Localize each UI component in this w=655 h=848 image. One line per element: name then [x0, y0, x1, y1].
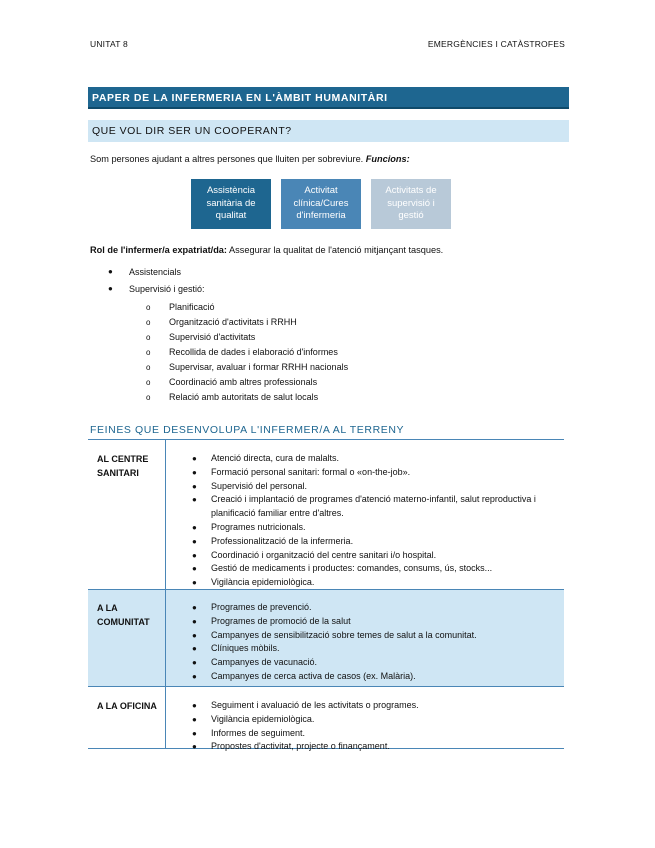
- table-list-item: [192, 466, 562, 480]
- bullet-icon: ●: [192, 630, 197, 640]
- list-item: [108, 267, 205, 284]
- sublist-item: [146, 302, 348, 317]
- sublist-item: [146, 332, 348, 347]
- table-row-centre-sanitari: [88, 440, 564, 590]
- item-text: Vigilància epidemiològica.: [211, 713, 315, 724]
- item-text: Clíniques mòbils.: [211, 643, 280, 654]
- item-text: Formació personal sanitari: formal o «on-the-job».: [211, 466, 411, 477]
- circle-bullet-icon: o: [146, 303, 151, 312]
- column-divider: [165, 440, 166, 589]
- item-text: Supervisió del personal.: [211, 480, 308, 491]
- bullet-icon: ●: [192, 481, 197, 491]
- sublist-item: [146, 377, 348, 392]
- intro-text: Som persones ajudant a altres persones que lluiten per sobreviure.: [90, 154, 366, 164]
- item-text: Professionalització de la infermeria.: [211, 535, 354, 546]
- header-unit: UNITAT 8: [90, 39, 128, 49]
- sublist-item: [146, 362, 348, 377]
- item-text: Propostes d'activitat, projecte o finançament.: [211, 741, 390, 752]
- sublist-item-text: Supervisió d'activitats: [169, 332, 256, 342]
- table-list-item: [192, 615, 562, 629]
- item-text: Creació i implantació de programes d'atenció materno-infantil, salut reproductiva i planificació familiar entre d'altres.: [211, 494, 536, 519]
- bullet-icon: ●: [192, 644, 197, 654]
- table-list-item: [192, 562, 562, 576]
- sublist-item: [146, 317, 348, 332]
- table-row-oficina: [88, 687, 564, 752]
- item-text: Campanyes de vacunació.: [211, 657, 318, 668]
- table-list-item: [192, 452, 562, 466]
- function-box-activitat-clinica: Activitat clínica/Cures d'infermeria: [281, 179, 361, 229]
- subsection-title: QUE VOL DIR SER UN COOPERANT?: [92, 125, 292, 137]
- rol-paragraph: [90, 245, 443, 255]
- table-list-item: [192, 629, 562, 643]
- table-list-item: [192, 699, 562, 713]
- bullet-icon: ●: [192, 603, 197, 612]
- circle-bullet-icon: o: [146, 318, 151, 327]
- row-category: A LA OFICINA: [97, 701, 157, 711]
- circle-bullet-icon: o: [146, 363, 151, 372]
- circle-bullet-icon: o: [146, 378, 151, 387]
- table-list-item: [192, 642, 562, 656]
- section-title: PAPER DE LA INFERMERIA EN L'ÀMBIT HUMANITÀRI: [92, 92, 388, 104]
- column-divider: [165, 590, 166, 686]
- bullet-icon: ●: [108, 267, 113, 276]
- row-items: [192, 601, 562, 684]
- table-list-item: [192, 601, 562, 615]
- table-list-item: [192, 480, 562, 494]
- sublist-item-text: Coordinació amb altres professionals: [169, 377, 318, 387]
- item-text: Coordinació i organització del centre sanitari i/o hospital.: [211, 549, 437, 560]
- item-text: Programes de prevenció.: [211, 602, 312, 612]
- row-items: [192, 452, 562, 590]
- sublist-item-text: Organització d'activitats i RRHH: [169, 317, 297, 327]
- table-list-item: [192, 493, 562, 521]
- bullet-icon: ●: [192, 671, 197, 681]
- sublist-item-text: Recollida de dades i elaboració d'informes: [169, 347, 338, 357]
- item-text: Gestió de medicaments i productes: comandes, consums, ús, stocks...: [211, 563, 493, 574]
- sublist-item-text: Planificació: [169, 302, 215, 312]
- table-list-item: [192, 521, 562, 535]
- sublist-item-text: Supervisar, avaluar i formar RRHH nacionals: [169, 362, 349, 372]
- item-text: Vigilància epidemiològica.: [211, 577, 315, 588]
- bullet-icon: ●: [108, 284, 113, 293]
- table-list-item: [192, 713, 562, 727]
- bullet-icon: ●: [192, 550, 197, 560]
- list-item: [108, 284, 205, 301]
- bullet-icon: ●: [192, 564, 197, 574]
- item-text: Programes de promoció de la salut: [211, 615, 351, 626]
- rol-bold: Rol de l'infermer/a expatriat/da:: [90, 245, 227, 255]
- table-list-item: [192, 549, 562, 563]
- bullet-icon: ●: [192, 467, 197, 477]
- header-topic: EMERGÈNCIES I CATÀSTROFES: [427, 39, 565, 49]
- table-row-comunitat: [88, 590, 564, 687]
- row-category: A LA COMUNITAT: [97, 603, 150, 627]
- supervision-sublist: [146, 302, 348, 407]
- item-text: Campanyes de sensibilització sobre temes de salut a la comunitat.: [211, 629, 477, 640]
- row-items: [192, 699, 562, 754]
- subsection-bar: [88, 120, 569, 142]
- list-item-text: Assistencials: [129, 267, 182, 277]
- sublist-item: [146, 347, 348, 362]
- table-list-item: [192, 670, 562, 684]
- table-list-item: [192, 576, 562, 590]
- tasks-list: [108, 267, 205, 301]
- bullet-icon: ●: [192, 578, 197, 588]
- bullet-icon: ●: [192, 454, 197, 463]
- circle-bullet-icon: o: [146, 393, 151, 402]
- bullet-icon: ●: [192, 714, 197, 724]
- bullet-icon: ●: [192, 536, 197, 546]
- circle-bullet-icon: o: [146, 348, 151, 357]
- table-list-item: [192, 656, 562, 670]
- intro-paragraph: [90, 154, 410, 164]
- row-category: AL CENTRE SANITARI: [97, 454, 149, 478]
- bullet-icon: ●: [192, 616, 197, 626]
- function-box-supervisio: Activitats de supervisió i gestió: [371, 179, 451, 229]
- column-divider: [165, 687, 166, 748]
- bullet-icon: ●: [192, 742, 197, 752]
- bullet-icon: ●: [192, 658, 197, 668]
- bullet-icon: ●: [192, 728, 197, 738]
- bullet-icon: ●: [192, 522, 197, 532]
- bullet-icon: ●: [192, 495, 197, 505]
- table-list-item: [192, 740, 562, 754]
- rol-text: Assegurar la qualitat de l'atenció mitjançant tasques.: [226, 245, 444, 255]
- intro-bold: Funcions:: [365, 154, 410, 164]
- section-title-bar: [88, 87, 569, 109]
- sublist-item-text: Relació amb autoritats de salut locals: [169, 392, 319, 402]
- bullet-icon: ●: [192, 701, 197, 710]
- sublist-item: [146, 392, 348, 407]
- list-item-text: Supervisió i gestió:: [129, 284, 205, 294]
- item-text: Programes nutricionals.: [211, 521, 306, 532]
- feines-heading: FEINES QUE DESENVOLUPA L'INFERMER/A AL TERRENY: [90, 424, 405, 436]
- item-text: Seguiment i avaluació de les activitats o programes.: [211, 700, 419, 710]
- table-list-item: [192, 535, 562, 549]
- circle-bullet-icon: o: [146, 333, 151, 342]
- item-text: Informes de seguiment.: [211, 727, 306, 738]
- item-text: Atenció directa, cura de malalts.: [211, 453, 340, 463]
- table-list-item: [192, 727, 562, 741]
- function-box-assistencia: Assistència sanitària de qualitat: [191, 179, 271, 229]
- item-text: Campanyes de cerca activa de casos (ex. Malària).: [211, 670, 416, 681]
